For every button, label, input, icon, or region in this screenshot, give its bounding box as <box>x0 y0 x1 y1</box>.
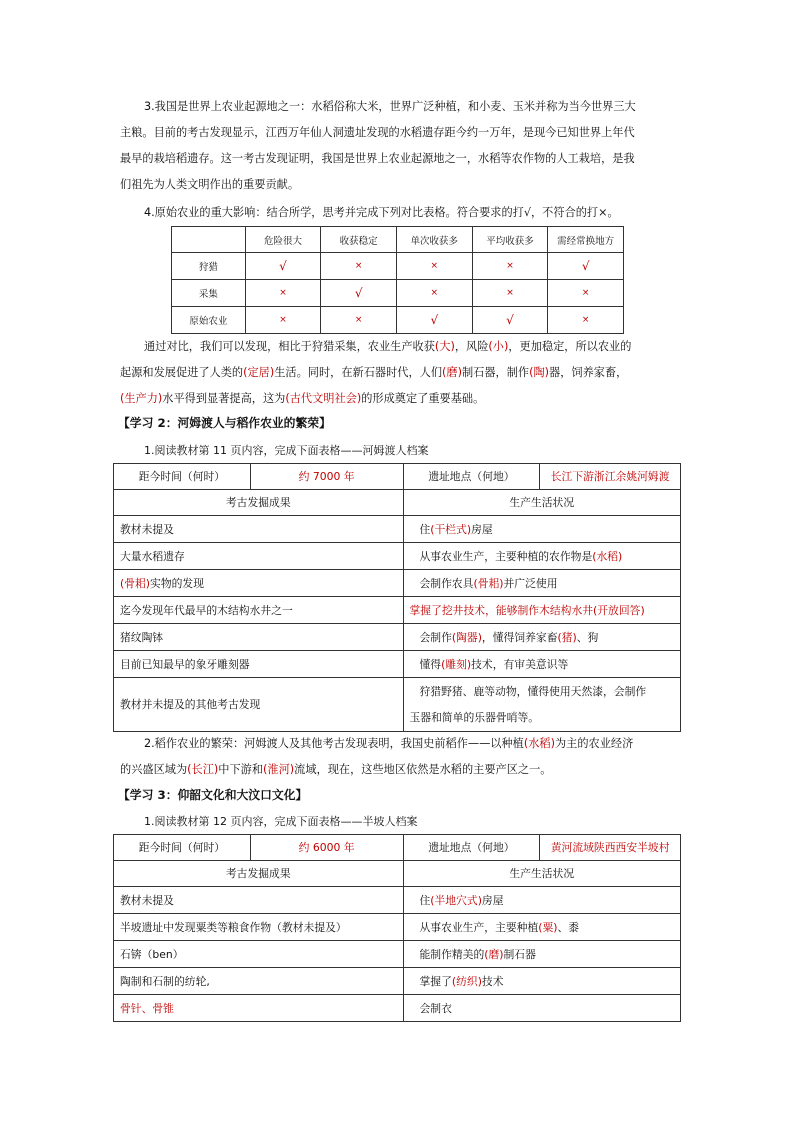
paragraph-line <box>120 757 680 783</box>
status-cell <box>403 887 681 914</box>
site-label: 遗址地点（何地） <box>403 835 540 861</box>
cross-mark: × <box>472 280 548 307</box>
answer: (古代文明社会) <box>285 392 362 405</box>
column-header: 考古发掘成果 <box>114 861 404 887</box>
text: 中下游和 <box>218 763 264 776</box>
status-cell <box>403 651 681 678</box>
text: 实物的发现 <box>150 576 205 590</box>
status-cell: 会制衣 <box>403 995 681 1022</box>
status-cell <box>403 914 681 941</box>
paragraph-line <box>120 334 680 360</box>
time-value: 约 6000 年 <box>250 835 403 861</box>
text: ，风险 <box>454 340 489 353</box>
table-row <box>172 307 624 334</box>
finding-cell: 大量水稻遗存 <box>114 543 404 570</box>
paragraph-line: 最早的栽培稻遗存。这一考古发现证明，我国是世界上农业起源地之一，水稻等农作物的人工栽培，是我 <box>120 152 635 165</box>
cross-mark: × <box>548 307 624 334</box>
check-mark: √ <box>548 253 624 280</box>
table-header-cell <box>172 227 246 253</box>
paragraph-line: 3.我国是世界上农业起源地之一：水稻俗称大米，世界广泛种植，和小麦、玉米并称为当今世界三大 <box>144 100 636 113</box>
time-label: 距今时间（何时） <box>114 835 251 861</box>
finding-cell: 骨针、骨锥 <box>114 995 404 1022</box>
section-intro: 1.阅读教材第 12 页内容，完成下面表格——半坡人档案 <box>144 815 418 828</box>
paragraph-origin <box>120 94 680 198</box>
answer: (小) <box>488 340 509 353</box>
finding-cell: 教材未提及 <box>114 516 404 543</box>
text: ，更加稳定，所以农业的 <box>508 340 632 353</box>
text: 制石器 <box>503 947 536 961</box>
text: 能制作精美的 <box>419 947 485 961</box>
table-row <box>114 570 681 597</box>
table-row <box>114 597 681 624</box>
table-row <box>172 280 624 307</box>
answer: (长江) <box>187 763 219 776</box>
answer: (淮河) <box>263 763 295 776</box>
text: 狩猎野猪、鹿等动物，懂得使用天然漆，会制作 <box>419 684 647 698</box>
answer: (粟) <box>538 920 558 934</box>
finding-cell: 陶制和石制的纺轮, <box>114 968 404 995</box>
cross-mark: × <box>396 280 472 307</box>
banpo-table <box>113 834 681 1022</box>
table-row <box>114 995 681 1022</box>
answer: (骨耜) <box>473 576 504 590</box>
cross-mark: × <box>321 253 397 280</box>
text: 住 <box>419 522 431 536</box>
text: 通过对比，我们可以发现，相比于狩猎采集，农业生产收获 <box>144 340 435 353</box>
section-heading: 【学习 3：仰韶文化和大汶口文化】 <box>118 788 308 802</box>
answer: (雕刻) <box>441 657 472 671</box>
finding-cell: 教材未提及 <box>114 887 404 914</box>
finding-cell: 猪纹陶钵 <box>114 624 404 651</box>
cross-mark: × <box>472 253 548 280</box>
cross-mark: × <box>245 280 321 307</box>
text: ，懂得饲养家畜 <box>481 630 558 644</box>
finding-cell <box>114 570 404 597</box>
text: 从事农业生产，主要种植 <box>419 920 539 934</box>
check-mark: √ <box>321 280 397 307</box>
text: 懂得 <box>419 657 442 671</box>
paragraph-line <box>120 731 680 757</box>
table-row <box>114 543 681 570</box>
text: 流域，现在，这些地区依然是水稻的主要产区之一。 <box>294 763 552 776</box>
answer: (陶) <box>529 366 549 379</box>
answer: (半地穴式) <box>430 893 482 907</box>
finding-cell: 教材并未提及的其他考古发现 <box>114 678 404 732</box>
cross-mark: × <box>321 307 397 334</box>
finding-cell: 迄今发现年代最早的木结构水井之一 <box>114 597 404 624</box>
text: 、狗 <box>576 630 599 644</box>
table-row <box>114 835 681 861</box>
answer: (猪) <box>557 630 577 644</box>
text: 会制作 <box>419 630 452 644</box>
text: 2.稻作农业的繁荣：河姆渡人及其他考古发现表明，我国史前稻作——以种植 <box>144 737 524 750</box>
row-label: 原始农业 <box>172 307 246 334</box>
text: 掌握了 <box>419 974 452 988</box>
status-cell <box>403 570 681 597</box>
text: 起源和发展促进了人类的 <box>120 366 244 379</box>
answer: (定居) <box>243 366 275 379</box>
table-row <box>114 678 681 732</box>
answer: (纺织) <box>451 974 482 988</box>
status-cell <box>403 941 681 968</box>
text: 技术，有审美意识等 <box>471 657 569 671</box>
paragraph-line <box>120 360 680 386</box>
section-intro: 1.阅读教材第 11 页内容，完成下面表格——河姆渡人档案 <box>144 444 429 457</box>
text: 会制作农具 <box>419 576 474 590</box>
status-cell <box>403 968 681 995</box>
finding-cell: 石锛（ben） <box>114 941 404 968</box>
status-cell <box>403 678 681 732</box>
table-header-cell: 危险很大 <box>245 227 321 253</box>
status-cell: 掌握了挖井技术，能够制作木结构水井(开放回答) <box>403 597 681 624</box>
finding-cell: 半坡遗址中发现粟类等粮食作物（教材未提及） <box>114 914 404 941</box>
table-row <box>172 253 624 280</box>
cross-mark: × <box>245 307 321 334</box>
status-cell <box>403 624 681 651</box>
comparison-table <box>171 226 624 334</box>
site-value: 长江下游浙江余姚河姆渡 <box>540 464 681 490</box>
check-mark: √ <box>396 307 472 334</box>
paragraph-rice <box>120 731 680 783</box>
table-row <box>114 941 681 968</box>
answer: (骨耜) <box>120 576 151 590</box>
answer: (大) <box>434 340 455 353</box>
answer: (磨) <box>442 366 462 379</box>
site-value: 黄河流域陕西西安半坡村 <box>540 835 681 861</box>
table-row <box>114 624 681 651</box>
text: 器，饲养家畜， <box>549 366 628 379</box>
text: 房屋 <box>471 522 493 536</box>
status-cell <box>403 543 681 570</box>
text: 水平得到显著提高，这为 <box>162 392 286 405</box>
table-row <box>114 887 681 914</box>
site-label: 遗址地点（何地） <box>403 464 540 490</box>
answer: (陶器) <box>451 630 482 644</box>
text: 住 <box>419 893 431 907</box>
column-header: 生产生活状况 <box>403 490 681 516</box>
text: 制石器，制作 <box>461 366 530 379</box>
text: 房屋 <box>481 893 504 907</box>
table-header-cell: 需经常换地方 <box>548 227 624 253</box>
paragraph-line: 们祖先为人类文明作出的重要贡献。 <box>120 178 300 191</box>
table-header-cell: 单次收获多 <box>396 227 472 253</box>
time-label: 距今时间（何时） <box>114 464 251 490</box>
table-header-cell: 收获稳定 <box>321 227 397 253</box>
table-header-cell: 平均收获多 <box>472 227 548 253</box>
text: 玉器和简单的乐器骨哨等。 <box>409 710 540 724</box>
cross-mark: × <box>548 280 624 307</box>
paragraph-impact <box>120 200 680 226</box>
answer: (磨) <box>484 947 504 961</box>
check-mark: √ <box>245 253 321 280</box>
column-header: 考古发掘成果 <box>114 490 404 516</box>
table-row <box>114 861 681 887</box>
answer: (干栏式) <box>430 522 472 536</box>
answer: (水稻) <box>523 737 555 750</box>
paragraph-line <box>120 386 680 412</box>
table-row <box>114 914 681 941</box>
cross-mark: × <box>396 253 472 280</box>
text: 的形成奠定了重要基础。 <box>361 392 485 405</box>
table-row <box>114 490 681 516</box>
text: 并广泛使用 <box>503 576 558 590</box>
table-row <box>114 464 681 490</box>
answer: (生产力) <box>120 392 163 405</box>
answer: (水稻) <box>592 549 623 563</box>
status-cell <box>403 516 681 543</box>
text: 生活。同时，在新石器时代，人们 <box>274 366 443 379</box>
text: 技术 <box>481 974 504 988</box>
hemudu-table <box>113 463 681 732</box>
text: 从事农业生产，主要种植的农作物是 <box>419 549 593 563</box>
table-row <box>114 516 681 543</box>
paragraph-summary <box>120 334 680 412</box>
table-row <box>114 651 681 678</box>
row-label: 狩猎 <box>172 253 246 280</box>
text: 为主的农业经济 <box>554 737 634 750</box>
row-label: 采集 <box>172 280 246 307</box>
table-row <box>114 968 681 995</box>
text: 的兴盛区域为 <box>120 763 188 776</box>
text: 、黍 <box>557 920 580 934</box>
paragraph-line: 4.原始农业的重大影响：结合所学，思考并完成下列对比表格。符合要求的打√，不符合的打×。 <box>144 206 619 219</box>
check-mark: √ <box>472 307 548 334</box>
paragraph-line: 主粮。目前的考古发现显示，江西万年仙人洞遗址发现的水稻遗存距今约一万年，是现今已知世界上年代 <box>120 126 635 139</box>
section-heading: 【学习 2：河姆渡人与稻作农业的繁荣】 <box>118 416 331 430</box>
time-value: 约 7000 年 <box>250 464 403 490</box>
column-header: 生产生活状况 <box>403 861 681 887</box>
finding-cell: 目前已知最早的象牙雕刻器 <box>114 651 404 678</box>
